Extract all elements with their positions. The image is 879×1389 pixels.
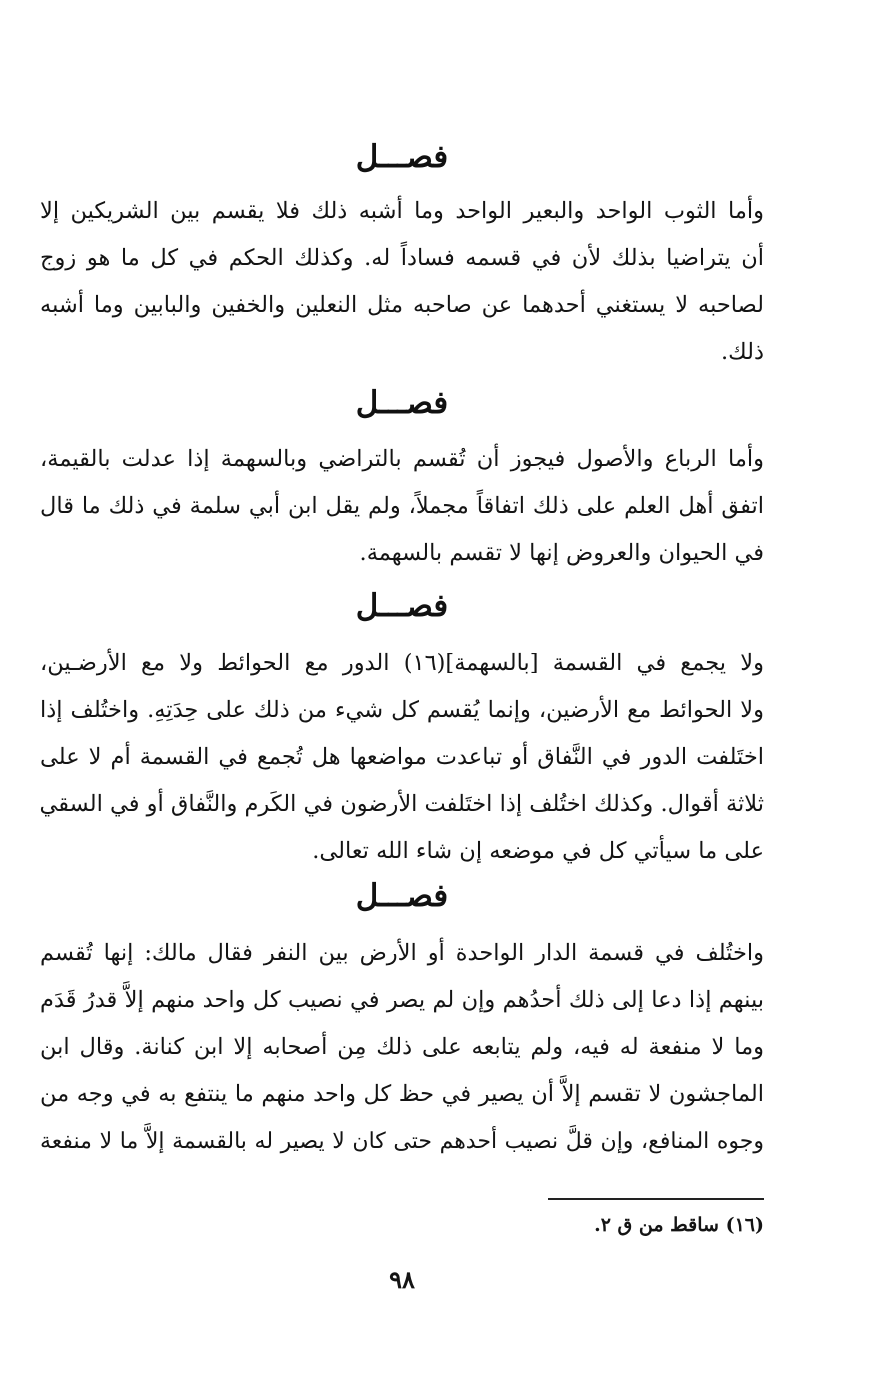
text-line: اتفق أهل العلم على ذلك اتفاقاً مجملاً، ولم يقل ابن أبي سلمة في ذلك ما قال — [40, 493, 764, 519]
text-line: ولا يجمع في القسمة [بالسهمة](١٦) الدور مع الحوائط ولا مع الأرضـين، — [40, 650, 764, 676]
text-line: بينهم إذا دعا إلى ذلك أحدُهم وإن لم يصر في نصيب كل واحد منهم إلاَّ قدرُ قَدَم — [40, 987, 764, 1013]
text-line: ثلاثة أقوال. وكذلك اختُلف إذا اختَلفت الأرضون في الكَرم والنَّفاق أو في السقي — [40, 791, 764, 817]
footnote-divider — [548, 1198, 764, 1200]
text-line: اختَلفت الدور في النَّفاق أو تباعدت مواضعها هل تُجمع في القسمة أم لا على — [40, 744, 764, 770]
text-line: ولا الحوائط مع الأرضين، وإنما يُقسم كل شيء من ذلك على حِدَتِهِ. واختُلف إذا — [40, 697, 764, 723]
section-heading-3: فصـــل — [355, 588, 449, 624]
text-line: في الحيوان والعروض إنها لا تقسم بالسهمة. — [359, 540, 764, 566]
footnote: (١٦) ساقط من ق ٢. — [594, 1214, 764, 1236]
text-line: واختُلف في قسمة الدار الواحدة أو الأرض بين النفر فقال مالك: إنها تُقسم — [40, 940, 764, 966]
text-line: ذلك. — [721, 339, 764, 365]
section-paragraph-3 — [40, 640, 764, 875]
text-line: وأما الثوب الواحد والبعير الواحد وما أشبه ذلك فلا يقسم بين الشريكين إلا — [40, 198, 764, 224]
section-heading-1: فصـــل — [355, 139, 449, 175]
section-heading-4: فصـــل — [355, 878, 449, 914]
page-number: ٩٨ — [389, 1265, 415, 1294]
text-line: لصاحبه لا يستغني أحدهما عن صاحبه مثل النعلين والخفين والبابين وما أشبه — [40, 292, 764, 318]
text-line: الماجشون لا تقسم إلاَّ أن يصير في حظ كل واحد منهم ما ينتفع به في وجه من — [40, 1081, 764, 1107]
text-line: وأما الرباع والأصول فيجوز أن تُقسم بالتراضي وبالسهمة إذا عدلت بالقيمة، — [40, 446, 764, 472]
document-page — [40, 0, 764, 1389]
text-line: أن يتراضيا بذلك لأن في قسمه فساداً له. وكذلك الحكم في كل ما هو زوج — [40, 245, 764, 271]
text-line: وما لا منفعة له فيه، ولم يتابعه على ذلك مِن أصحابه إلا ابن كنانة. وقال ابن — [40, 1034, 764, 1060]
section-heading-2: فصـــل — [355, 385, 449, 421]
section-paragraph-4 — [40, 930, 764, 1165]
section-paragraph-1 — [40, 188, 764, 376]
text-line: وجوه المنافع، وإن قلَّ نصيب أحدهم حتى كان لا يصير له بالقسمة إلاَّ ما لا منفعة — [40, 1129, 764, 1154]
section-paragraph-2 — [40, 436, 764, 577]
text-line: على ما سيأتي كل في موضعه إن شاء الله تعالى. — [312, 838, 764, 864]
